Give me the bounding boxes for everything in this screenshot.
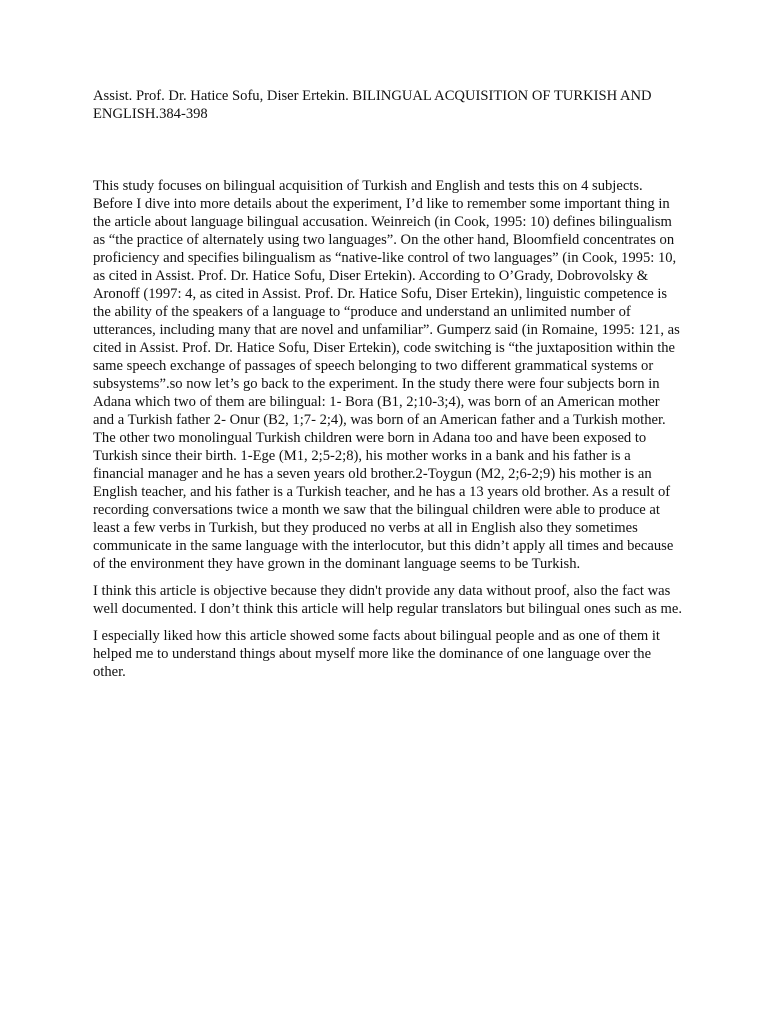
- paragraph-objectivity: I think this article is objective because they didn't provide any data without proof, also the fact was well documented. I don’t think this article will help regular translators but bilingual ones such as me.: [93, 583, 683, 617]
- document-body: [93, 87, 683, 690]
- paragraph-reflection: I especially liked how this article showed some facts about bilingual people and as one of them it helped me to understand things about myself more like the dominance of one language over the other.: [93, 628, 660, 680]
- paragraph-summary: This study focuses on bilingual acquisition of Turkish and English and tests this on 4 subjects. Before I dive into more details about the experiment, I’d like to remember some important thing in the article about language bilingual accusation. Weinreich (in Cook, 1995: 10) defines bilingualism as “the practice of alternately using two languages”. On the other hand, Bloomfield concentrates on proficiency and specifies bilingualism as “native-like control of two languages” (in Cook, 1995: 10, as cited in Assist. Prof. Dr. Hatice Sofu, Diser Ertekin). According to O’Grady, Dobrovolsky & Aronoff (1997: 4, as cited in Assist. Prof. Dr. Hatice Sofu, Diser Ertekin), linguistic competence is the ability of the speakers of a language to “produce and understand an unlimited number of utterances, including many that are novel and unfamiliar”. Gumperz said (in Romaine, 1995: 121, as cited in Assist. Prof. Dr. Hatice Sofu, Diser Ertekin), code switching is “the juxtaposition within the same speech exchange of passages of speech belonging to two different grammatical systems or subsystems”.so now let’s go back to the experiment. In the study there were four subjects born in Adana which two of them are bilingual: 1- Bora (B1, 2;10-3;4), was born of an American mother and a Turkish father 2- Onur (B2, 1;7- 2;4), was born of an American father and a Turkish mother. The other two monolingual Turkish children were born in Adana too and have been exposed to Turkish since their birth. 1-Ege (M1, 2;5-2;8), his mother works in a bank and his father is a financial manager and he has a seven years old brother.2-Toygun (M2, 2;6-2;9) his mother is an English teacher, and his father is a Turkish teacher, and he has a 13 years old brother. As a result of recording conversations twice a month we saw that the bilingual children were able to produce at least a few verbs in Turkish, but they produced no verbs at all in English also they sometimes communicate in the same language with the interlocutor, but this didn’t apply all times and because of the environment they have grown in the dominant language seems to be Turkish.: [93, 178, 680, 572]
- citation-heading: Assist. Prof. Dr. Hatice Sofu, Diser Ertekin. BILINGUAL ACQUISITION OF TURKISH AND ENGLISH.384-398: [93, 88, 652, 122]
